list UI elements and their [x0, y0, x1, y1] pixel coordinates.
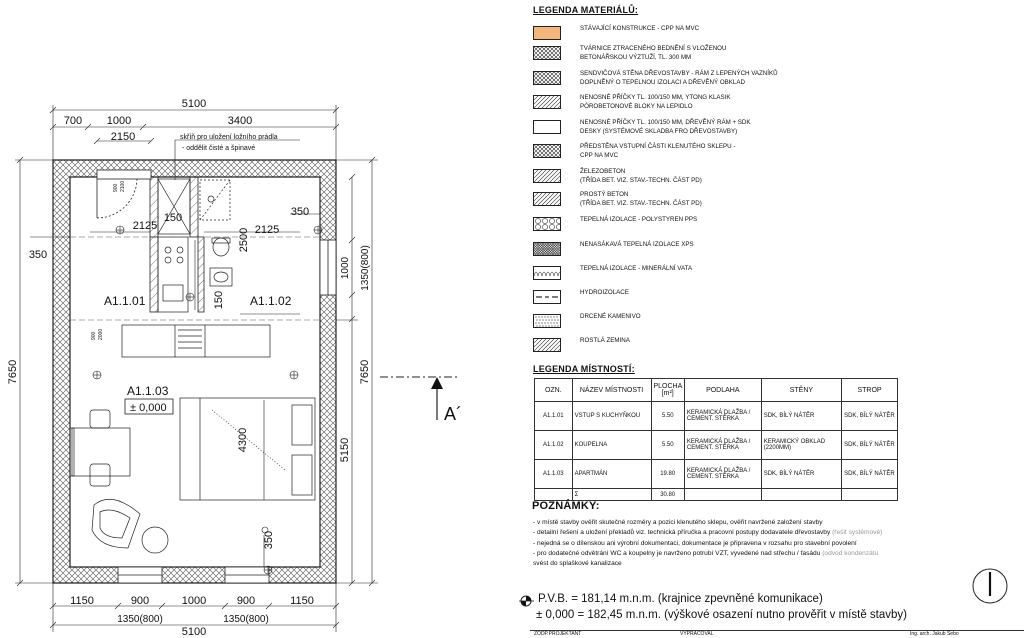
sum-value: 30.80: [651, 489, 684, 501]
dim-350-bottom: 350: [263, 530, 275, 550]
dim-150-bath: 150: [213, 290, 225, 310]
material-line-2: (TŘÍDA BET. VIZ. STAV.-TECHN. ČÁST PD): [580, 200, 702, 207]
material-line-2: (TŘÍDA BET. VIZ. STAV.-TECHN. ČÁST PD): [580, 177, 702, 184]
cell-plocha: 5.50: [651, 431, 684, 460]
material-line-1: TEPELNÁ IZOLACE - POLYSTYREN PPS: [580, 216, 698, 223]
dim-bottom-900a: 900: [130, 595, 150, 607]
swatch-pattern: [534, 339, 560, 351]
door-height-2: 2000: [98, 328, 104, 340]
level-osazeni: ± 0,000 = 182,45 m.n.m. (výškové osazení nutno prověřit v místě stavby): [536, 609, 907, 621]
material-row: [533, 167, 793, 189]
dim-bottom-overall: 5100: [181, 626, 207, 637]
table-sum-row: [535, 489, 898, 501]
material-row: [533, 336, 793, 358]
cell-podlaha: KERAMICKÁ DLAŽBA / CEMENT. STĚRKA: [684, 431, 761, 460]
bathroom-fixtures: [208, 196, 232, 286]
material-line-1: ŽELEZOBETON: [580, 168, 626, 175]
dining-table: [70, 410, 130, 486]
material-swatch: [533, 266, 561, 280]
material-swatch: [533, 120, 561, 134]
dim-right-window: 1350(800): [360, 245, 371, 291]
dim-top-2150: 2150: [110, 131, 136, 143]
legend-rooms-title: LEGENDA MÍSTNOSTÍ:: [533, 364, 635, 374]
swatch-pattern: [534, 27, 560, 39]
legend-materials-title: LEGENDA MATERIÁLŮ:: [533, 5, 639, 15]
room-label-a1103: A1.1.03: [127, 384, 169, 398]
table-header-row: [535, 379, 898, 402]
material-line-1: TEPELNÁ IZOLACE - MINERÁLNÍ VATA: [580, 265, 693, 272]
dim-right-overall: 7650: [359, 359, 371, 385]
dim-2125-right: 2125: [254, 224, 280, 236]
material-row: [533, 264, 793, 286]
material-line-1: TVÁRNICE ZTRACENÉHO BEDNĚNÍ S VLOŽENOU: [580, 45, 727, 52]
swatch-pattern: [534, 315, 560, 327]
note-line: svést do splaškové kanalizace: [533, 560, 622, 568]
footer-left: ZODP.PROJEKTANT: [534, 631, 582, 637]
cell-strop: SDK, BÍLÝ NÁTĚR: [842, 431, 898, 460]
dim-bottom-window-1: 1350(800): [117, 614, 163, 625]
material-row: [533, 240, 793, 262]
dim-150-top: 150: [163, 212, 183, 224]
section-label: A´: [444, 404, 462, 424]
room-level: ± 0,000: [130, 402, 167, 414]
cell-ozn: A1.1.01: [535, 402, 573, 431]
col-plocha: PLOCHA [m²]: [651, 379, 684, 402]
dim-2500: 2500: [238, 227, 250, 253]
cell-nazev: APARTMÁN: [572, 460, 651, 489]
table-row: [535, 460, 898, 489]
material-swatch: [533, 26, 561, 40]
material-swatch: [533, 46, 561, 60]
col-steny: STĚNY: [761, 379, 841, 402]
dim-bottom-1150a: 1150: [70, 595, 94, 607]
material-line-1: NENOSNÉ PŘÍČKY TL. 100/150 MM, DŘEVĚNÝ RÁM + SDK: [580, 119, 751, 126]
note-line: - pro dodatečné odvětrání WC a koupelny je navrženo potrubí VZT, vyvedené nad střechu / fasádu: [533, 549, 821, 557]
material-row: [533, 69, 793, 91]
door-height-1: 2100: [120, 180, 126, 192]
material-swatch: [533, 144, 561, 158]
material-line-1: HYDROIZOLACE: [580, 289, 629, 296]
col-nazev: NÁZEV MÍSTNOSTI: [572, 379, 651, 402]
cell-strop: SDK, BÍLÝ NÁTĚR: [842, 460, 898, 489]
footer-mid: VYPRACOVAL: [680, 631, 714, 637]
material-line-1: DRCENÉ KAMENIVO: [580, 313, 641, 320]
cell-plocha: 5.50: [651, 402, 684, 431]
note-line: - nejedná se o dílenskou ani výrobní dokumentaci, dokumentace je připravena v rozsahu pro stavební povolení: [533, 539, 857, 547]
cell-podlaha: KERAMICKÁ DLAŽBA / CEMENT. STĚRKA: [684, 402, 761, 431]
cell-steny: KERAMICKÝ OBKLAD (2200MM): [761, 431, 841, 460]
notes-title: POZNÁMKY:: [532, 500, 600, 512]
dim-top-3400: 3400: [227, 115, 253, 127]
cell-plocha: 19.80: [651, 460, 684, 489]
table-row: [535, 402, 898, 431]
swatch-pattern: [534, 218, 560, 230]
light-markers: [93, 226, 322, 574]
cell-ozn: A1.1.02: [535, 431, 573, 460]
material-row: [533, 288, 793, 310]
cell-steny: SDK, BÍLÝ NÁTĚR: [761, 460, 841, 489]
note-line: - v místě stavby ověřit skutečné rozměry a pozici klenutého sklepu, ověřit navržené založení stavby: [533, 519, 823, 526]
material-swatch: [533, 95, 561, 109]
material-row: [533, 215, 793, 237]
armchair: [92, 499, 168, 553]
material-swatch: [533, 314, 561, 328]
room-label-a1102: A1.1.02: [250, 294, 292, 308]
material-swatch: [533, 71, 561, 85]
notes-list: [533, 518, 953, 569]
material-line-1: PROSTÝ BETON: [580, 191, 629, 198]
swatch-pattern: [534, 47, 560, 59]
level-marker-icon: [519, 594, 535, 608]
dim-4300: 4300: [237, 427, 249, 453]
material-swatch: [533, 192, 561, 206]
swatch-pattern: [534, 243, 560, 255]
swatch-pattern: [534, 267, 560, 279]
footer-right: Ing. arch. Jakub Šebo: [910, 631, 959, 637]
cell-podlaha: KERAMICKÁ DLAŽBA / CEMENT. STĚRKA: [684, 460, 761, 489]
swatch-pattern: [534, 121, 560, 133]
dim-2125-left: 2125: [132, 220, 158, 232]
dim-bottom-window-2: 1350(800): [223, 614, 269, 625]
swatch-pattern: [534, 72, 560, 84]
material-line-2: PÓROBETONOVÉ BLOKY NA LEPIDLO: [580, 103, 693, 110]
dim-right-1000: 1000: [340, 256, 351, 280]
cell-steny: SDK, BÍLÝ NÁTĚR: [761, 402, 841, 431]
material-swatch: [533, 290, 561, 304]
material-line-2: BETONÁŘSKOU VÝZTUŽÍ, TL. 300 MM: [580, 54, 692, 61]
dim-bottom-900b: 900: [236, 595, 256, 607]
material-row: [533, 190, 793, 212]
room-label-a1101: A1.1.01: [104, 294, 146, 308]
dim-bottom-1150b: 1150: [290, 595, 314, 607]
entrance-door: [97, 170, 151, 218]
material-line-2: CPP NA MVC: [580, 152, 619, 159]
material-line-1: ROSTLÁ ZEMINA: [580, 337, 630, 344]
material-row: [533, 44, 793, 66]
note-faint: (řešit systémově): [832, 529, 883, 537]
table-row: [535, 431, 898, 460]
wardrobe-note-1: skříň pro uložení ložního prádla: [180, 134, 278, 141]
material-line-1: PŘEDSTĚNA VSTUPNÍ ČÁSTI KLENUTÉHO SKLEPU -: [580, 143, 736, 150]
material-line-1: STÁVAJÍCÍ KONSTRUKCE - CPP NA MVC: [580, 25, 700, 32]
level-pvb: P.V.B. = 181,14 m.n.m. (krajnice zpevněné komunikace): [538, 593, 823, 605]
material-row: [533, 93, 793, 115]
dim-top-700: 700: [63, 115, 83, 127]
material-swatch: [533, 242, 561, 256]
cell-nazev: KOUPELNA: [572, 431, 651, 460]
material-row: [533, 142, 793, 164]
material-line-2: DOPLNĚNÝ O TEPELNOU IZOLACI A DŘEVĚNÝ OBKLAD: [580, 79, 745, 86]
material-line-1: NENOSNÉ PŘÍČKY TL. 100/150 MM, YTONG KLASIK: [580, 94, 731, 101]
material-line-1: SENDVIČOVÁ STĚNA DŘEVOSTAVBY - RÁM Z LEPENÝCH VAZNÍKŮ: [580, 70, 778, 77]
material-line-1: NENASÁKAVÁ TEPELNÁ IZOLACE XPS: [580, 241, 694, 248]
sum-label: Σ: [572, 489, 651, 501]
dim-350-top: 350: [290, 206, 310, 218]
swatch-pattern: [534, 193, 560, 205]
cell-ozn: A1.1.03: [535, 460, 573, 489]
material-line-2: DESKY (SYSTÉMOVÉ SKLADBA FRO DŘEVOSTAVBY): [580, 128, 738, 135]
col-strop: STROP: [842, 379, 898, 402]
dim-top-1000: 1000: [106, 115, 132, 127]
door-width-1: 900: [113, 183, 119, 192]
note-faint: (odvod kondenzátu: [822, 549, 879, 557]
cell-nazev: VSTUP S KUCHYŇKOU: [572, 402, 651, 431]
wardrobe-note-2: - oddělit čisté a špinavé: [182, 145, 256, 152]
col-podlaha: PODLAHA: [684, 379, 761, 402]
material-row: [533, 312, 793, 334]
cell-strop: SDK, BÍLÝ NÁTĚR: [842, 402, 898, 431]
door-width-2: 900: [91, 331, 97, 340]
dim-left-overall: 7650: [7, 359, 19, 385]
rooms-table: [534, 378, 898, 501]
material-swatch: [533, 217, 561, 231]
material-swatch: [533, 169, 561, 183]
swatch-pattern: [534, 96, 560, 108]
dim-bottom-1000: 1000: [181, 595, 207, 607]
note-line: - detailní řešení a uložení překladů viz. technická příručka a pracovní postupy dodavatele dřevostavby: [533, 529, 831, 537]
material-swatch: [533, 338, 561, 352]
kitchen-unit: [158, 237, 188, 312]
swatch-pattern: [534, 291, 560, 303]
dim-right-5150: 5150: [339, 437, 351, 463]
material-row: [533, 118, 793, 140]
step-counter: [122, 325, 270, 357]
swatch-pattern: [534, 145, 560, 157]
material-row: [533, 24, 793, 46]
dim-left-350: 350: [28, 249, 48, 261]
north-arrow-icon: [970, 566, 1010, 606]
swatch-pattern: [534, 170, 560, 182]
dim-top-overall: 5100: [181, 98, 207, 110]
col-ozn: OZN.: [535, 379, 573, 402]
